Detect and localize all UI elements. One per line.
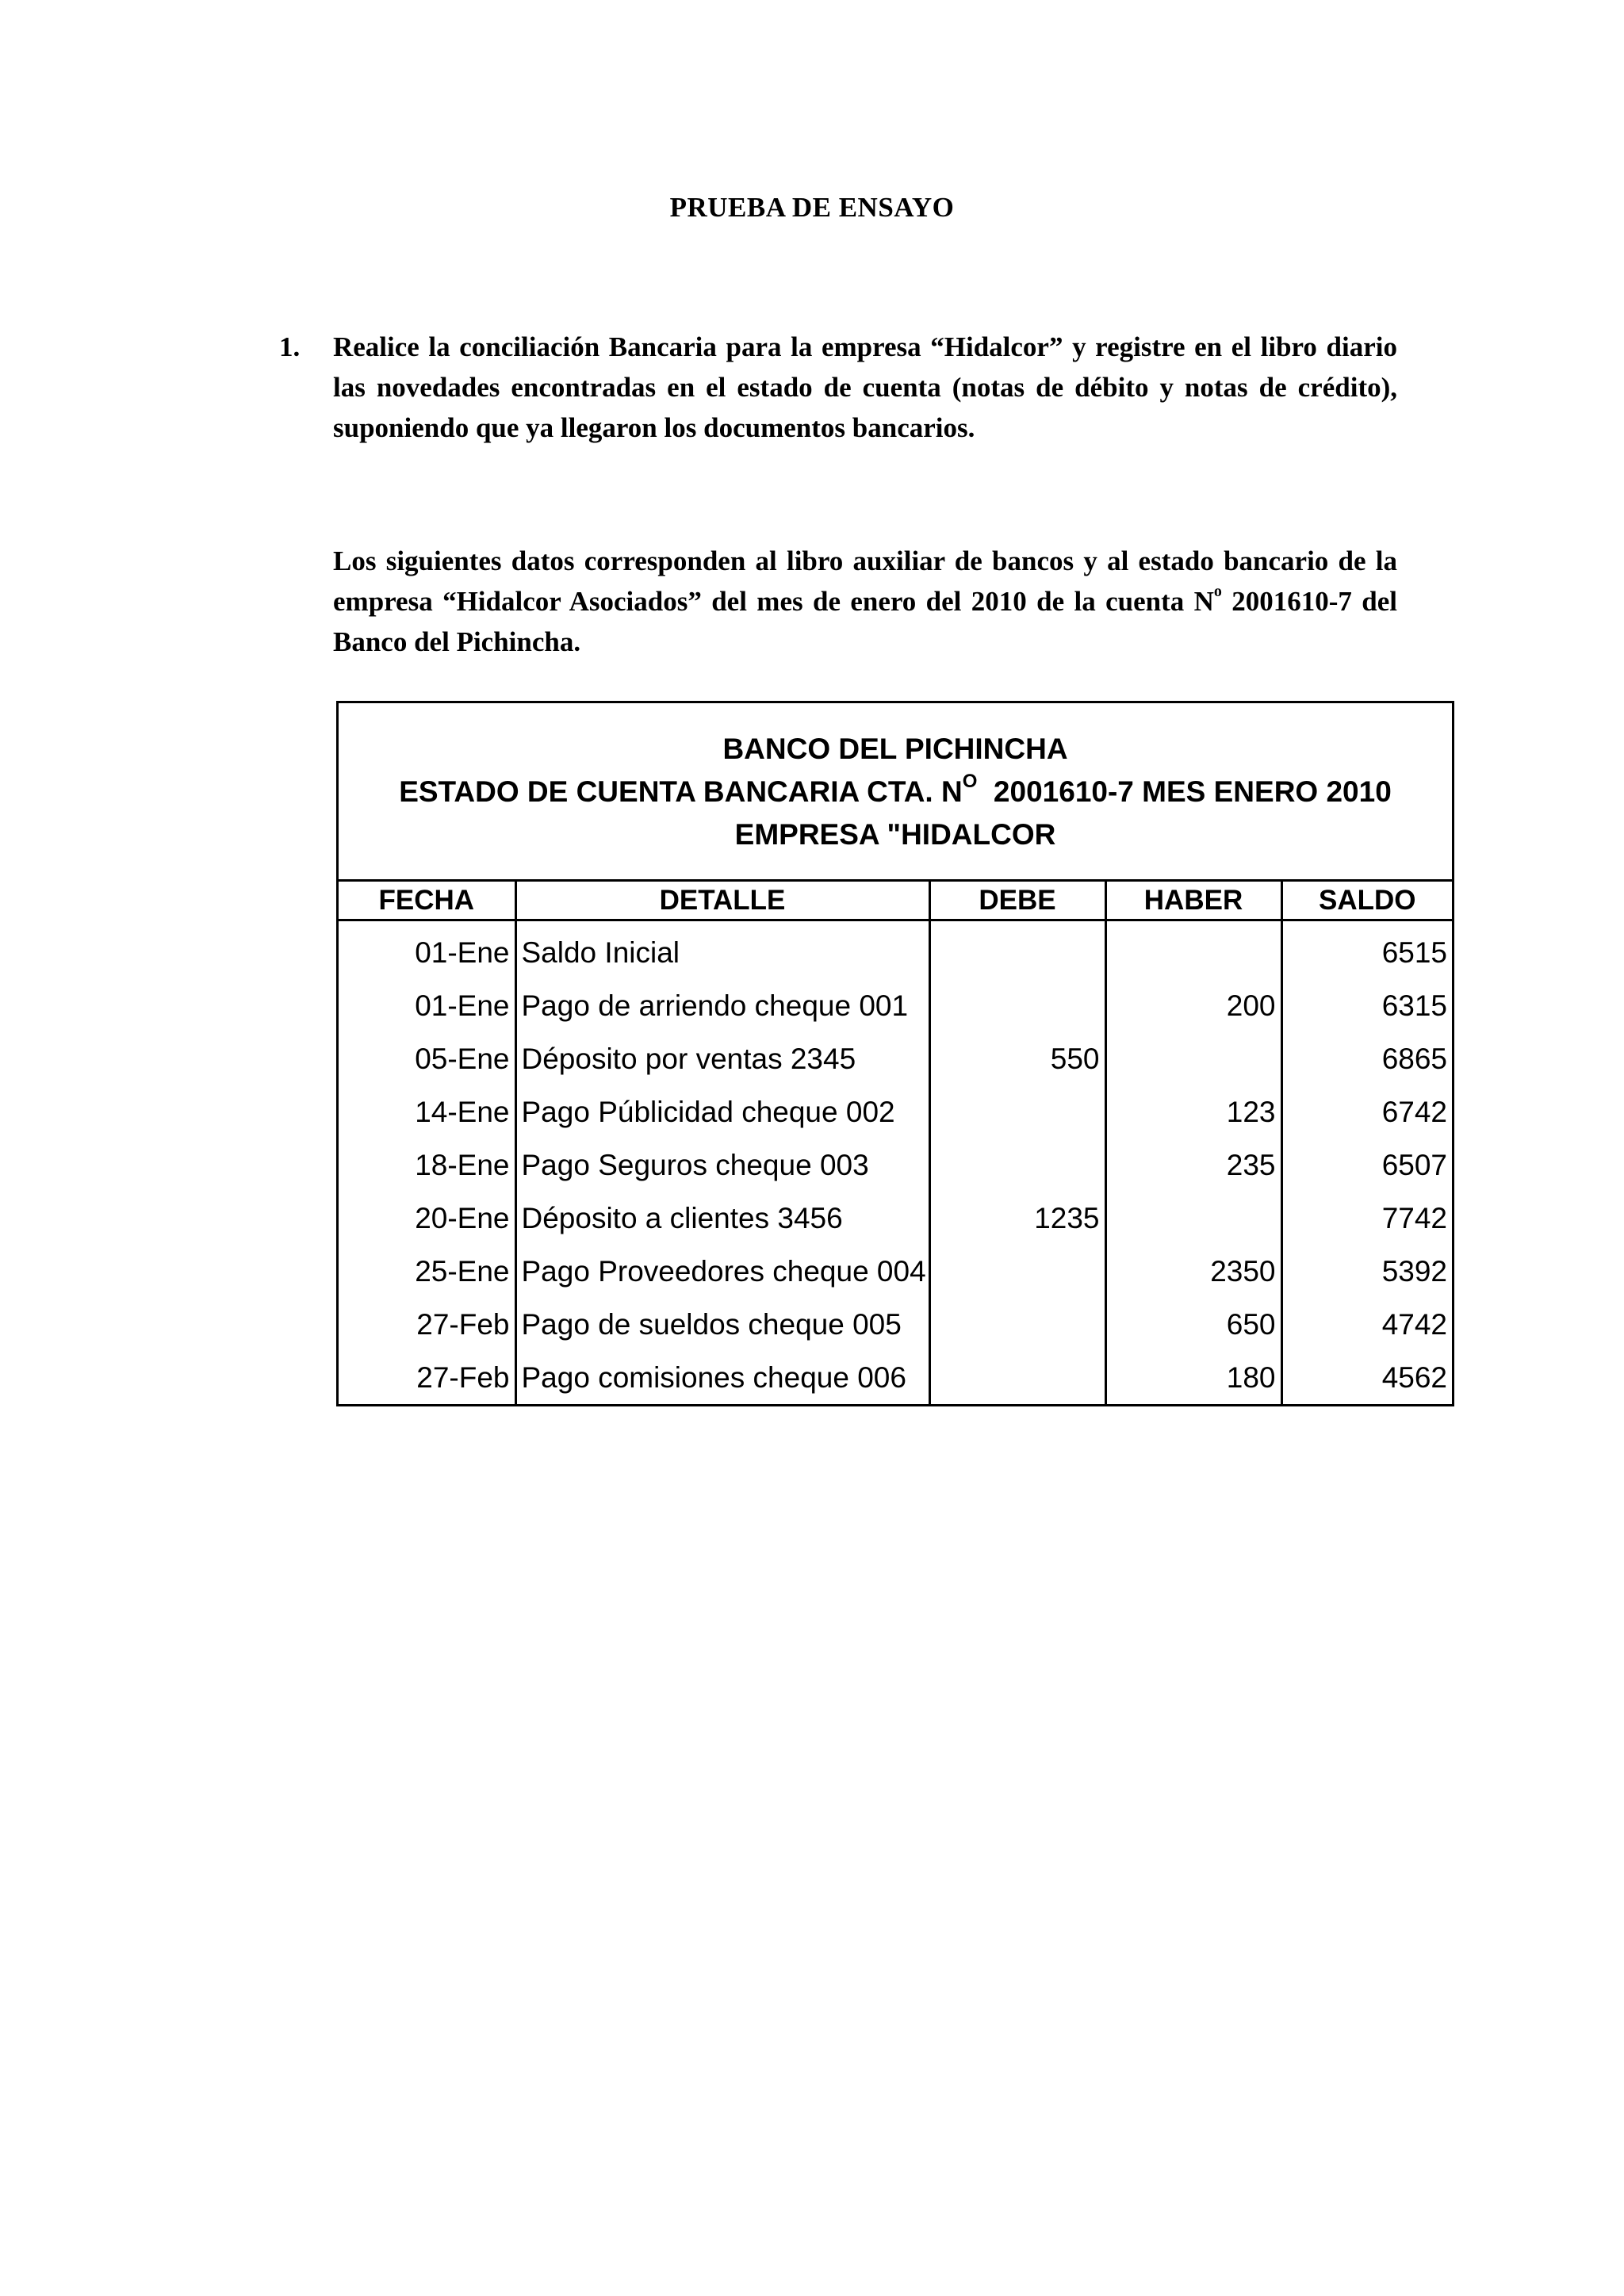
column-header-haber: HABER xyxy=(1105,882,1281,920)
cell-detalle: Pago de arriendo cheque 001 xyxy=(515,979,929,1032)
column-header-fecha: FECHA xyxy=(339,882,515,920)
page-title: PRUEBA DE ENSAYO xyxy=(669,192,955,223)
cell-detalle: Pago Seguros cheque 003 xyxy=(515,1138,929,1192)
table-row xyxy=(339,920,1452,980)
question-text: Realice la conciliación Bancaria para la empresa “Hidalcor” y registre en el libro diario las novedades encontradas en el estado de cuenta (notas de débito y notas de crédito), suponiendo que ya llegaron los documentos bancarios. xyxy=(333,331,1397,443)
column-header-debe: DEBE xyxy=(929,882,1105,920)
statement-table xyxy=(339,882,1452,1404)
cell-haber xyxy=(1105,920,1281,980)
cell-saldo: 6742 xyxy=(1281,1085,1452,1138)
cell-debe xyxy=(929,979,1105,1032)
cell-debe xyxy=(929,1245,1105,1298)
cell-detalle: Pago comisiones cheque 006 xyxy=(515,1351,929,1404)
column-header-saldo: SALDO xyxy=(1281,882,1452,920)
cell-haber: 235 xyxy=(1105,1138,1281,1192)
intro-superscript: o xyxy=(1213,583,1222,600)
cell-fecha: 27-Feb xyxy=(416,1360,510,1394)
cell-debe xyxy=(929,1351,1105,1404)
table-row xyxy=(339,1138,1452,1192)
cell-haber: 650 xyxy=(1105,1298,1281,1351)
cell-saldo: 7742 xyxy=(1281,1192,1452,1245)
statement-header xyxy=(339,703,1452,882)
table-row xyxy=(339,1085,1452,1138)
cell-fecha: 14-Ene xyxy=(415,1095,510,1128)
cell-fecha: 01-Ene xyxy=(415,936,510,969)
account-line-superscript: O xyxy=(962,771,978,792)
intro-text-before: Los siguientes datos corresponden al libro auxiliar de bancos y al estado bancario de la empresa “Hidalcor Asociados” del mes de enero del 2010 de la cuenta N xyxy=(333,545,1397,617)
cell-saldo: 4742 xyxy=(1281,1298,1452,1351)
table-row xyxy=(339,1032,1452,1085)
cell-haber: 200 xyxy=(1105,979,1281,1032)
cell-detalle: Saldo Inicial xyxy=(515,920,929,980)
cell-fecha: 18-Ene xyxy=(415,1148,510,1181)
question-1 xyxy=(279,327,1397,448)
cell-debe xyxy=(929,1138,1105,1192)
table-row xyxy=(339,979,1452,1032)
intro-text-after: 2001610-7 del Banco del Pichincha. xyxy=(333,586,1397,657)
account-line xyxy=(339,771,1452,813)
cell-saldo: 6515 xyxy=(1281,920,1452,980)
cell-fecha: 01-Ene xyxy=(415,989,510,1022)
cell-detalle: Pago Públicidad cheque 002 xyxy=(515,1085,929,1138)
cell-saldo: 6315 xyxy=(1281,979,1452,1032)
cell-detalle: Déposito por ventas 2345 xyxy=(515,1032,929,1085)
question-number: 1. xyxy=(279,331,301,362)
bank-name: BANCO DEL PICHINCHA xyxy=(722,733,1068,765)
cell-saldo: 5392 xyxy=(1281,1245,1452,1298)
cell-saldo: 6507 xyxy=(1281,1138,1452,1192)
cell-fecha: 25-Ene xyxy=(415,1254,510,1288)
cell-debe: 550 xyxy=(929,1032,1105,1085)
bank-statement xyxy=(336,701,1454,1406)
cell-debe: 1235 xyxy=(929,1192,1105,1245)
table-row xyxy=(339,1298,1452,1351)
cell-fecha: 05-Ene xyxy=(415,1042,510,1075)
cell-debe xyxy=(929,1085,1105,1138)
cell-haber: 2350 xyxy=(1105,1245,1281,1298)
cell-saldo: 6865 xyxy=(1281,1032,1452,1085)
cell-fecha: 20-Ene xyxy=(415,1201,510,1234)
cell-debe xyxy=(929,920,1105,980)
cell-haber: 123 xyxy=(1105,1085,1281,1138)
company-name: EMPRESA "HIDALCOR xyxy=(734,818,1056,851)
account-line-after: 2001610-7 MES ENERO 2010 xyxy=(977,775,1392,808)
table-row xyxy=(339,1192,1452,1245)
cell-debe xyxy=(929,1298,1105,1351)
table-header-row xyxy=(339,882,1452,920)
cell-fecha: 27-Feb xyxy=(416,1307,510,1341)
table-row xyxy=(339,1351,1452,1404)
cell-haber xyxy=(1105,1032,1281,1085)
cell-detalle: Pago de sueldos cheque 005 xyxy=(515,1298,929,1351)
table-row xyxy=(339,1245,1452,1298)
cell-haber xyxy=(1105,1192,1281,1245)
cell-haber: 180 xyxy=(1105,1351,1281,1404)
cell-detalle: Déposito a clientes 3456 xyxy=(515,1192,929,1245)
cell-detalle: Pago Proveedores cheque 004 xyxy=(515,1245,929,1298)
cell-saldo: 4562 xyxy=(1281,1351,1452,1404)
column-header-detalle: DETALLE xyxy=(515,882,929,920)
intro-paragraph xyxy=(333,541,1397,662)
account-line-before: ESTADO DE CUENTA BANCARIA CTA. N xyxy=(399,775,963,808)
